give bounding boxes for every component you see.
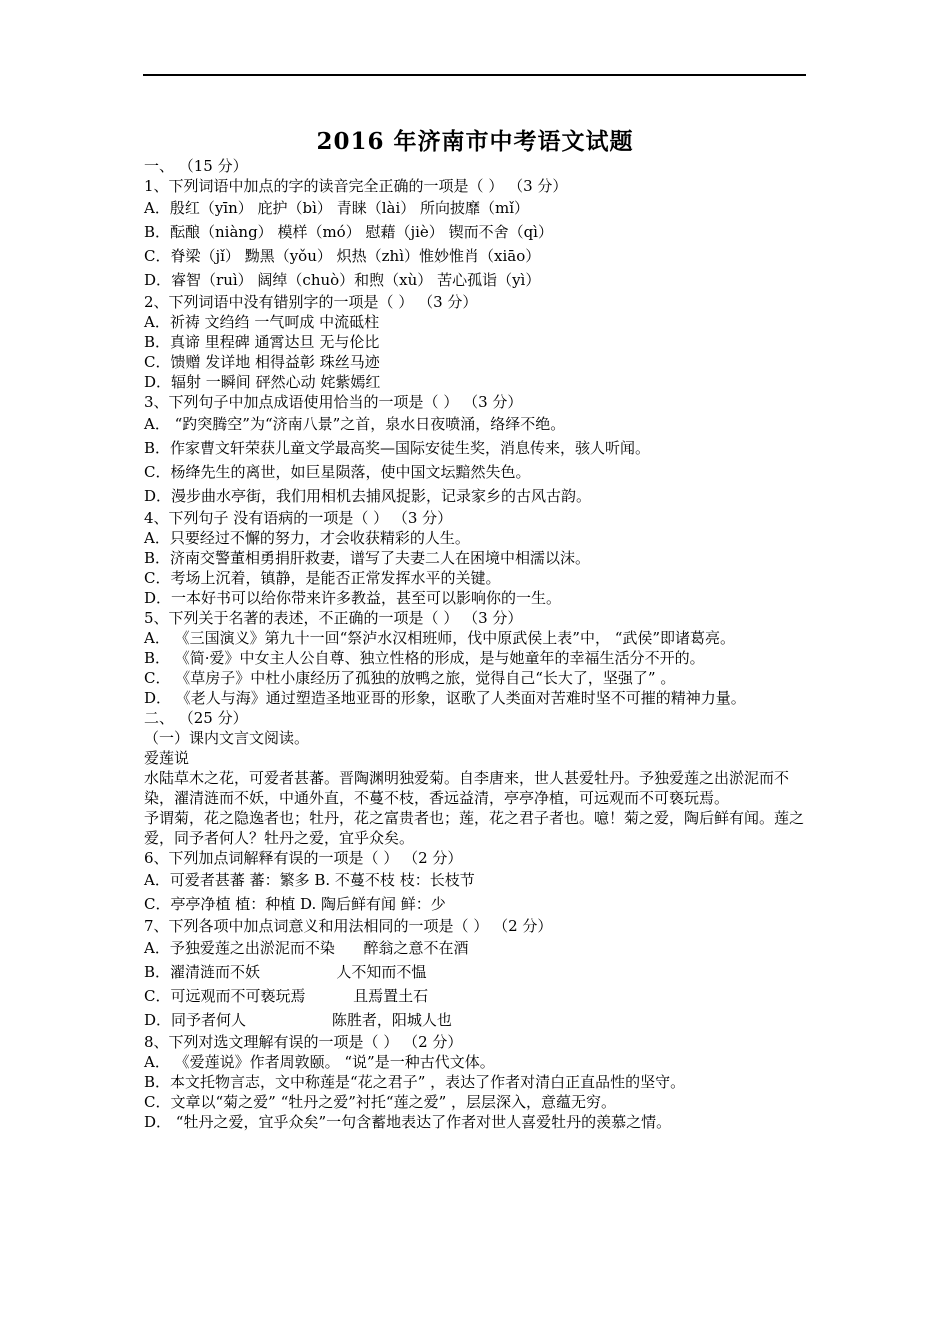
- question-6-options-ab: A．可爱者甚蕃 蕃：繁多 B. 不蔓不枝 枝：长枝节: [144, 871, 475, 889]
- question-6: 6、下列加点词解释有误的一项是（ ） （2 分）: [144, 849, 463, 867]
- question-4-option-d: D．一本好书可以给你带来许多教益，甚至可以影响你的一生。: [144, 589, 562, 607]
- section-one-heading: 一、 （15 分）: [144, 157, 248, 175]
- header-rule: [143, 74, 806, 76]
- subsection-heading: （一）课内文言文阅读。: [144, 729, 310, 747]
- question-2-option-d: D．辐射 一瞬间 砰然心动 姹紫嫣红: [144, 373, 381, 391]
- question-7-option-a: A．予独爱莲之出淤泥而不染 醉翁之意不在酒: [144, 939, 469, 957]
- question-7-option-d: D．同予者何人 陈胜者，阳城人也: [144, 1011, 452, 1029]
- question-4: 4、下列句子 没有语病的一项是（ ） （3 分）: [144, 509, 453, 527]
- question-8-option-d: D． “牡丹之爱，宜乎众矣”一句含蓄地表达了作者对世人喜爱牡丹的羡慕之情。: [144, 1113, 672, 1131]
- question-8-option-a: A． 《爱莲说》作者周敦颐。 “说”是一种古代文体。: [144, 1053, 495, 1071]
- question-3-option-c: C．杨绛先生的离世，如巨星陨落，使中国文坛黯然失色。: [144, 463, 531, 481]
- question-2-option-c: C．馈赠 发详地 相得益彰 珠丝马迹: [144, 353, 380, 371]
- question-8-option-b: B．本文托物言志，文中称莲是“花之君子” ，表达了作者对清白正直品性的坚守。: [144, 1073, 686, 1091]
- question-4-option-b: B．济南交警董相勇捐肝救妻，谱写了夫妻二人在困境中相濡以沫。: [144, 549, 591, 567]
- question-5-option-d: D． 《老人与海》通过塑造圣地亚哥的形象，讴歌了人类面对苦难时坚不可摧的精神力量。: [144, 689, 746, 707]
- question-5: 5、下列关于名著的表述，不正确的一项是（ ） （3 分）: [144, 609, 523, 627]
- question-3-option-b: B．作家曹文轩荣获儿童文学最高奖—国际安徒生奖，消息传来，骇人听闻。: [144, 439, 651, 457]
- question-1: 1、下列词语中加点的字的读音完全正确的一项是（ ） （3 分）: [144, 177, 568, 195]
- question-5-option-c: C． 《草房子》中杜小康经历了孤独的放鸭之旅，觉得自己“长大了，坚强了” 。: [144, 669, 676, 687]
- document-body: [144, 156, 809, 1132]
- question-1-option-c: C．脊梁（jǐ） 黝黑（yǒu） 炽热（zhì）惟妙惟肖（xiāo）: [144, 247, 541, 265]
- question-6-options-cd: C．亭亭净植 植：种植 D. 陶后鲜有闻 鲜：少: [144, 895, 446, 913]
- question-1-option-a: A．殷红（yīn） 庇护（bì） 青睐（lài） 所向披靡（mǐ）: [144, 199, 530, 217]
- question-1-option-b: B．酝酿（niàng） 模样（mó） 慰藉（jiè） 锲而不舍（qì）: [144, 223, 553, 241]
- question-3: 3、下列句子中加点成语使用恰当的一项是（ ） （3 分）: [144, 393, 523, 411]
- passage-paragraph-2: 予谓菊，花之隐逸者也；牡丹，花之富贵者也；莲，花之君子者也。噫！菊之爱，陶后鲜有闻。莲之爱，同予者何人？牡丹之爱，宜乎众矣。: [144, 809, 805, 847]
- question-4-option-c: C．考场上沉着，镇静，是能否正常发挥水平的关键。: [144, 569, 501, 587]
- question-4-option-a: A．只要经过不懈的努力，才会收获精彩的人生。: [144, 529, 470, 547]
- passage-title: 爱莲说: [144, 749, 190, 767]
- question-3-option-a: A． “趵突腾空”为“济南八景”之首，泉水日夜喷涌，络绎不绝。: [144, 415, 566, 433]
- question-5-option-a: A． 《三国演义》第九十一回“祭泸水汉相班师，伐中原武侯上表”中， “武侯”即诸葛亮。: [144, 629, 736, 647]
- question-2-option-a: A．祈祷 文绉绉 一气呵成 中流砥柱: [144, 313, 380, 331]
- question-8: 8、下列对选文理解有误的一项是（ ） （2 分）: [144, 1033, 463, 1051]
- question-5-option-b: B． 《简·爱》中女主人公自尊、独立性格的形成，是与她童年的幸福生活分不开的。: [144, 649, 705, 667]
- document-title: 2016 年济南市中考语文试题: [316, 128, 634, 155]
- question-8-option-c: C．文章以“菊之爱” “牡丹之爱”衬托“莲之爱” ，层层深入，意蕴无穷。: [144, 1093, 617, 1111]
- question-7-option-c: C．可远观而不可亵玩焉 且焉置土石: [144, 987, 429, 1005]
- section-two-heading: 二、 （25 分）: [144, 709, 248, 727]
- passage-paragraph-1: 水陆草木之花，可爱者甚蕃。晋陶渊明独爱菊。自李唐来，世人甚爱牡丹。予独爱莲之出淤泥而不染，濯清涟而不妖，中通外直，不蔓不枝，香远益清，亭亭净植，可远观而不可亵玩焉。: [144, 769, 790, 807]
- question-7: 7、下列各项中加点词意义和用法相同的一项是（ ） （2 分）: [144, 917, 553, 935]
- question-2-option-b: B．真谛 里程碑 通霄达旦 无与伦比: [144, 333, 380, 351]
- question-1-option-d: D．睿智（ruì） 阔绰（chuò）和煦（xù） 苦心孤诣（yì）: [144, 271, 541, 289]
- question-2: 2、下列词语中没有错别字的一项是（ ） （3 分）: [144, 293, 478, 311]
- question-7-option-b: B．濯清涟而不妖 人不知而不愠: [144, 963, 427, 981]
- question-3-option-d: D．漫步曲水亭街，我们用相机去捕风捉影，记录家乡的古风古韵。: [144, 487, 592, 505]
